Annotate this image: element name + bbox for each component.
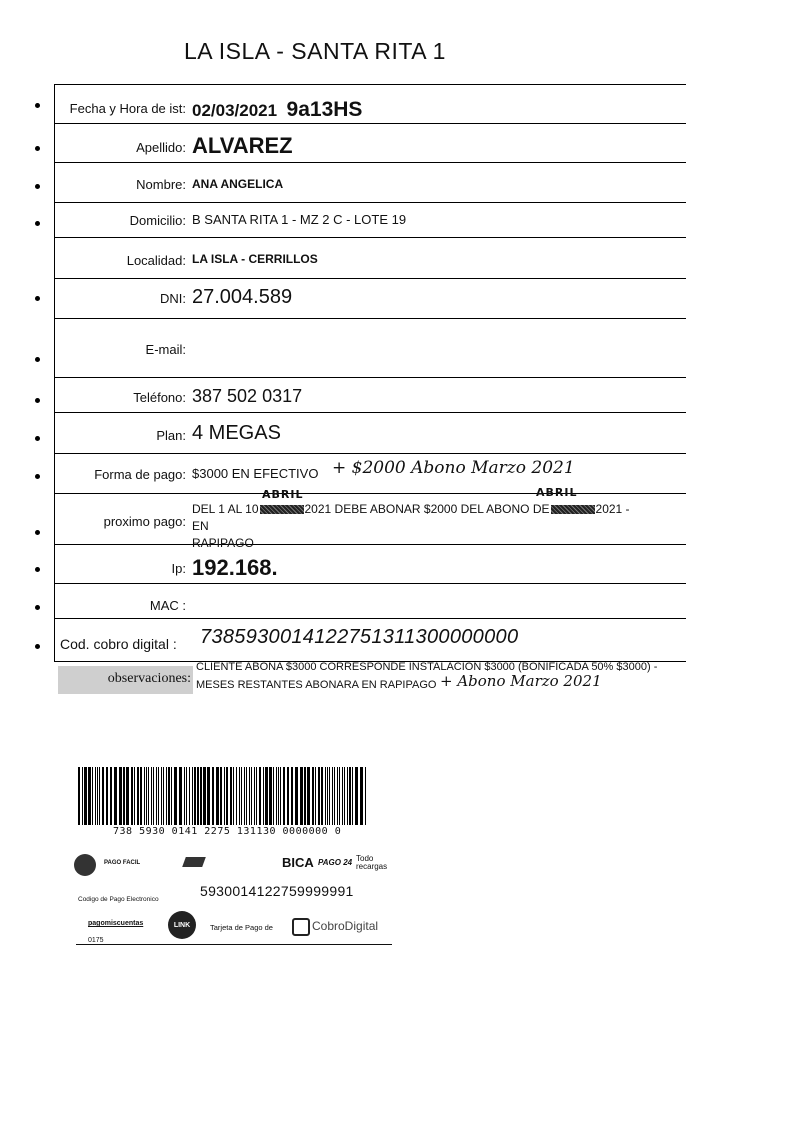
observaciones-line1: CLIENTE ABONA $3000 CORRESPONDE INSTALACION $3000 (BONIFICADA 50% $3000) - [196,661,658,673]
logo-pago-facil: PAGO FACIL [104,860,141,866]
email-label: E-mail: [145,342,186,357]
domicilio-label: Domicilio: [129,213,186,228]
row-divider [54,412,686,413]
bullet-marker [35,184,40,189]
observaciones-label: observaciones: [107,671,191,686]
forma-pago-value: $3000 EN EFECTIVO [192,466,319,481]
apellido-label: Apellido: [136,140,186,155]
bullet-marker [35,530,40,535]
row-divider [54,453,686,454]
cod-cobro-label: Cod. cobro digital : [60,636,177,652]
barcode-image [78,767,368,825]
nombre-label: Nombre: [136,177,186,192]
bullet-marker [35,644,40,649]
row-divider [54,84,686,85]
bullet-marker [35,474,40,479]
tarjeta-label: Tarjeta de Pago de [210,923,273,932]
fecha-label: Fecha y Hora de ist: [69,101,186,116]
plan-value: 4 MEGAS [192,422,281,444]
forma-pago-handwritten: + $2000 Abono Marzo 2021 [332,458,575,478]
mac-label: MAC : [149,598,186,613]
nombre-value: ANA ANGELICA [192,177,284,191]
proximo-pago-value [192,501,642,552]
bullet-marker [35,398,40,403]
row-divider [54,493,686,494]
link-logo-text: LINK [173,921,191,929]
ip-label: Ip: [171,561,186,576]
localidad-value: LA ISLA - CERRILLOS [192,252,318,266]
cod-cobro-value: 7385930014122751311300000000 [200,626,519,648]
logo-todo-recargas: Todo recargas [356,854,388,871]
dni-value: 27.004.589 [192,286,293,308]
bullet-marker [35,103,40,108]
telefono-label: Teléfono: [133,390,186,405]
pagomiscuentas-logo: pagomiscuentas [88,920,144,927]
telefono-value: 387 502 0317 [192,386,303,406]
code-small: 0175 [88,937,104,944]
cobrodigital-logo-icon [292,918,310,936]
row-divider [54,583,686,584]
fecha-date: 02/03/2021 [192,101,278,120]
row-divider [54,278,686,279]
logo-bica: BICA [282,855,314,870]
codigo-pago-value: 5930014122759999991 [200,883,354,899]
abril-annotation: ABRIL [536,486,578,499]
bullet-marker [35,605,40,610]
scribble-mark [551,505,595,514]
ip-value: 192.168. [192,555,278,580]
payment-logos-row [74,852,394,876]
row-divider [54,318,686,319]
dni-label: DNI: [160,291,186,306]
bullet-marker [35,436,40,441]
domicilio-value: B SANTA RITA 1 - MZ 2 C - LOTE 19 [192,212,407,227]
row-divider [54,162,686,163]
fecha-time: 9a13HS [286,98,363,121]
abril-annotation: ABRIL [262,488,304,501]
slip-bottom-line [76,944,392,945]
row-divider [54,202,686,203]
plan-label: Plan: [156,428,186,443]
row-divider [54,618,686,619]
logo-mark-icon [182,857,206,867]
proximo-pago-text: DEL 1 AL 10 [192,502,259,516]
proximo-pago-label: proximo pago: [103,514,186,529]
apellido-value: ALVAREZ [192,133,293,158]
bullet-marker [35,221,40,226]
cobrodigital-brand: CobroDigital [312,919,379,933]
proximo-pago-text: 2021 DEBE ABONAR $2000 DEL ABONO DE [304,502,550,516]
proximo-pago-text: RAPIPAGO [192,536,254,550]
row-divider [54,377,686,378]
observaciones-line2: MESES RESTANTES ABONARA EN RAPIPAGO [196,679,437,691]
logo-pago24: PAGO 24 [318,858,353,867]
codigo-pago-label: Codigo de Pago Electronico [78,896,159,903]
link-logo [168,911,196,939]
bullet-marker [35,146,40,151]
proximo-pago-text: 2021 - EN [192,502,630,533]
observaciones-handwritten: + Abono Marzo 2021 [440,672,602,690]
page-title: LA ISLA - SANTA RITA 1 [184,38,446,64]
fecha-value [192,98,362,122]
scribble-mark [260,505,304,514]
bullet-marker [35,567,40,572]
row-divider [54,237,686,238]
forma-pago-label: Forma de pago: [94,467,186,482]
bullet-marker [35,357,40,362]
pago-logo-icon [74,854,96,876]
bullet-marker [35,296,40,301]
row-divider [54,123,686,124]
barcode-number: 738 5930 0141 2275 131130 0000000 0 [113,826,342,837]
localidad-label: Localidad: [126,253,186,268]
